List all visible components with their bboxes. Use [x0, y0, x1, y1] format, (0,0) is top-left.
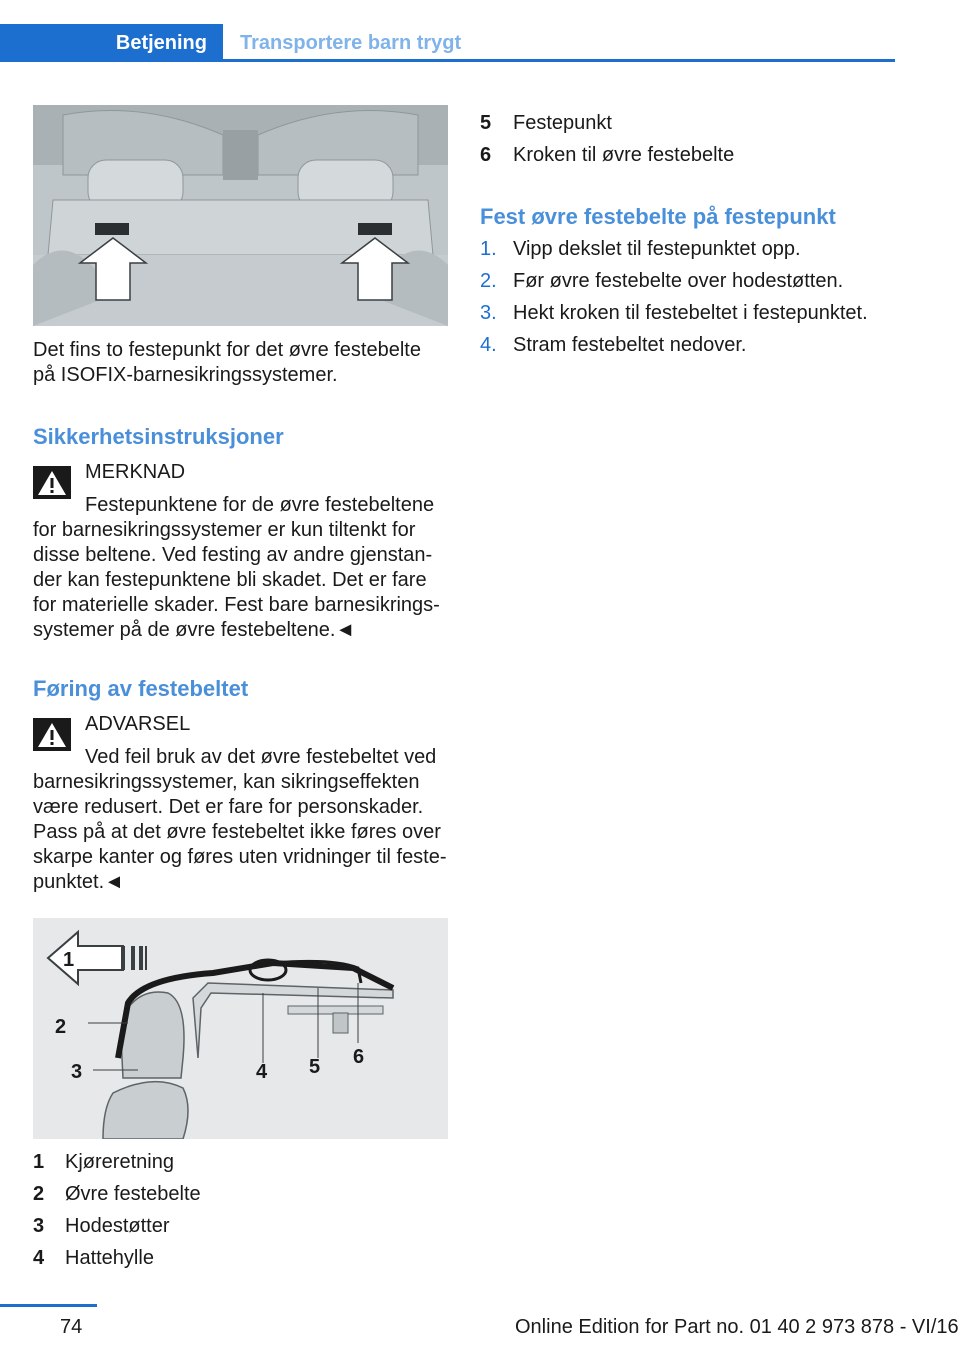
callout-label: 3	[71, 1061, 83, 1083]
callout-label: 2	[55, 1016, 67, 1038]
callout-label: 4	[256, 1061, 268, 1083]
legend-number: 1	[33, 1151, 45, 1173]
warning-title: ADVARSEL	[85, 713, 191, 735]
warning-line: være redusert. Det er fare for personskader.	[33, 796, 424, 818]
step-number: 4.	[480, 334, 497, 356]
step-label: Hekt kroken til festebeltet i festepunktet.	[513, 302, 868, 324]
legend-number: 5	[480, 112, 492, 134]
warning-triangle-icon	[33, 718, 71, 751]
safety-heading: Sikkerhetsinstruksjoner	[33, 424, 284, 449]
intro-line-2: på ISOFIX-barnesikringssystemer.	[33, 364, 338, 386]
edition-note: Online Edition for Part no. 01 40 2 973 878 - VI/16	[515, 1316, 959, 1338]
notice-title: MERKNAD	[85, 461, 186, 483]
isofix-anchor-photo	[33, 105, 448, 326]
footer-divider	[0, 1304, 97, 1307]
section-tab[interactable]: Transportere barn trygt	[240, 31, 462, 54]
notice-line: for materielle skader. Fest bare barnesikrings-	[33, 594, 440, 616]
notice-line: Festepunktene for de øvre festebeltene	[85, 494, 435, 516]
step-number: 1.	[480, 238, 497, 260]
tether-routing-diagram	[33, 918, 448, 1139]
step-number: 2.	[480, 270, 497, 292]
warning-line: skarpe kanter og føres uten vridninger til feste-	[33, 846, 447, 868]
intro-line-1: Det fins to festepunkt for det øvre festebelte	[33, 339, 421, 361]
step-label: Stram festebeltet nedover.	[513, 334, 747, 356]
legend-label: Festepunkt	[513, 112, 612, 134]
notice-line: systemer på de øvre festebeltene.◄	[33, 619, 356, 641]
warning-line: Pass på at det øvre festebeltet ikke føres over	[33, 821, 441, 843]
legend-number: 2	[33, 1183, 45, 1205]
warning-line: punktet.◄	[33, 871, 124, 893]
header-divider	[223, 59, 895, 62]
step-label: Før øvre festebelte over hodestøtten.	[513, 270, 844, 292]
warning-triangle-icon	[33, 466, 71, 499]
legend-label: Kjøreretning	[65, 1151, 174, 1173]
fasten-heading: Fest øvre festebelte på festepunkt	[480, 204, 836, 229]
legend-number: 4	[33, 1247, 45, 1269]
callout-label: 6	[353, 1046, 365, 1068]
routing-heading: Føring av festebeltet	[33, 676, 249, 701]
notice-line: der kan festepunktene bli skadet. Det er fare	[33, 569, 427, 591]
legend-label: Hodestøtter	[65, 1215, 170, 1237]
step-number: 3.	[480, 302, 497, 324]
warning-line: Ved feil bruk av det øvre festebeltet ved	[85, 746, 437, 768]
callout-label: 1	[63, 949, 75, 971]
notice-line: for barnesikringssystemer er kun tiltenkt for	[33, 519, 416, 541]
legend-number: 6	[480, 144, 492, 166]
step-label: Vipp dekslet til festepunktet opp.	[513, 238, 801, 260]
page-header	[0, 24, 895, 62]
notice-line: disse beltene. Ved festing av andre gjenstan-	[33, 544, 433, 566]
legend-number: 3	[33, 1215, 45, 1237]
legend-label: Kroken til øvre festebelte	[513, 144, 735, 166]
warning-line: barnesikringssystemer, kan sikringseffekten	[33, 771, 420, 793]
legend-label: Hattehylle	[65, 1247, 154, 1269]
callout-label: 5	[309, 1056, 321, 1078]
legend-label: Øvre festebelte	[65, 1183, 201, 1205]
chapter-tab[interactable]: Betjening	[0, 24, 223, 62]
page-number: 74	[60, 1316, 83, 1338]
